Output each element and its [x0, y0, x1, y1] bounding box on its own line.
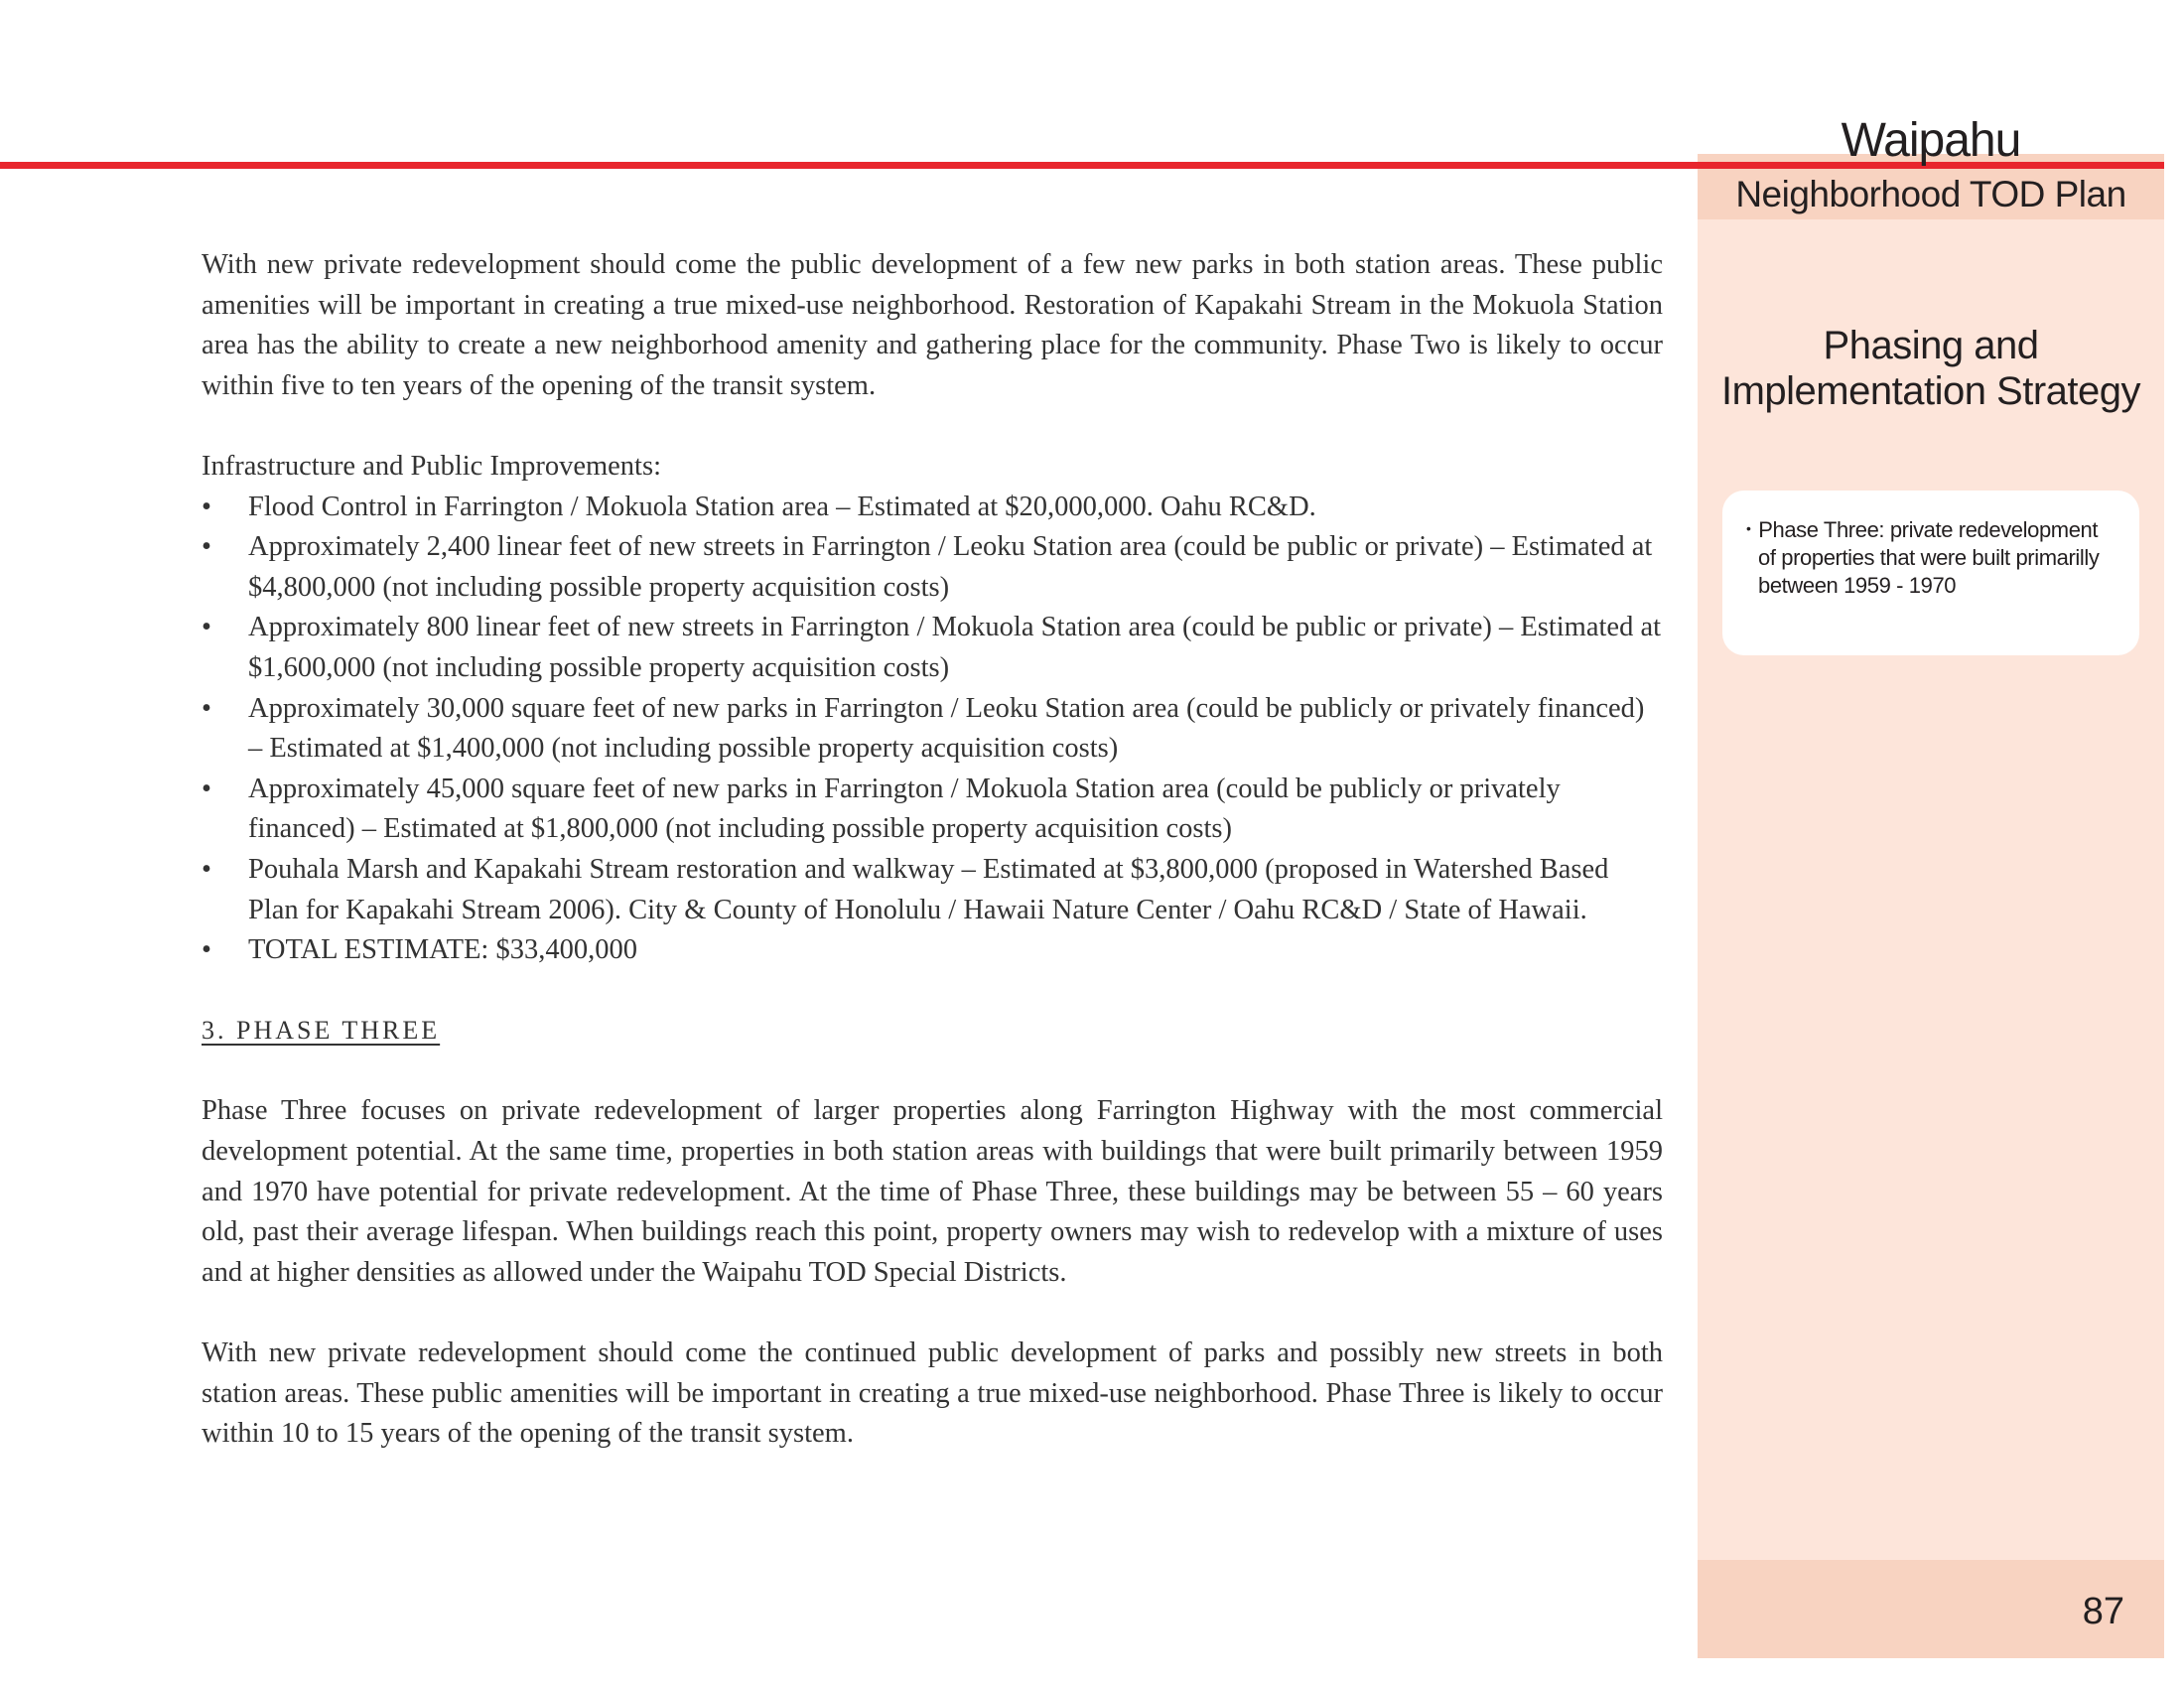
list-item: • Approximately 30,000 square feet of new parks in Farrington / Leoku Station area (could be publicly or privately financed) – Estimated at $1,400,000 (not including possible property acquisition costs) [202, 689, 1663, 770]
list-item: • Flood Control in Farrington / Mokuola Station area – Estimated at $20,000,000. Oahu RC&D. [202, 488, 1663, 528]
page-number: 87 [2082, 1591, 2124, 1632]
header-city-title: Waipahu [1841, 114, 2021, 167]
intro-paragraph: With new private redevelopment should come the public development of a few new parks in both station areas. These public amenities will be important in creating a true mixed-use neighborhood. Restoration of Kapakahi Stream in the Mokuola Station area has the ability to create a new neighborhood amenity and gathering place for the community. Phase Two is likely to occur within five to ten years of the opening of the transit system. [202, 249, 1663, 401]
spacer [202, 971, 1663, 1012]
callout-label: Phase Three: private redevelopment of properties that were built primarilly between 1959 - 1970 [1758, 517, 2100, 598]
bullet-icon: • [1746, 520, 1751, 536]
closing-paragraph: With new private redevelopment should come the continued public development of parks and possibly new streets in both station areas. These public amenities will be important in creating a true mixed-use neighborhood. Phase Three is likely to occur within 10 to 15 years of the opening of the transit system. [202, 1337, 1663, 1450]
infrastructure-list [202, 488, 1663, 971]
list-item: • TOTAL ESTIMATE: $33,400,000 [202, 930, 1663, 971]
list-item: • Pouhala Marsh and Kapakahi Stream restoration and walkway – Estimated at $3,800,000 (proposed in Watershed Based Plan for Kapakahi Stream 2006). City & County of Honolulu / Hawaii Nature Center / Oahu RC&D / State of Hawaii. [202, 850, 1663, 930]
phase-three-heading: 3. PHASE THREE [202, 1016, 441, 1046]
main-content [202, 245, 1663, 1455]
infrastructure-heading: Infrastructure and Public Improvements: [202, 450, 661, 482]
header-plan-title: Neighborhood TOD Plan [1735, 174, 2126, 214]
list-item: • Approximately 2,400 linear feet of new streets in Farrington / Leoku Station area (could be public or private) – Estimated at $4,800,000 (not including possible property acquisition costs) [202, 527, 1663, 608]
phase-three-paragraph: Phase Three focuses on private redevelopment of larger properties along Farrington Highway with the most commercial development potential. At the same time, properties in both station areas with buildings that were built primarily between 1959 and 1970 have potential for private redevelopment. At the time of Phase Three, these buildings may be between 55 – 60 years old, past their average lifespan. When buildings reach this point, property owners may wish to redevelop with a mixture of uses and at higher densities as allowed under the Waipahu TOD Special Districts. [202, 1095, 1663, 1288]
spacer [202, 1293, 1663, 1334]
list-item: • Approximately 800 linear feet of new streets in Farrington / Mokuola Station area (could be public or private) – Estimated at $1,600,000 (not including possible property acquisition costs) [202, 608, 1663, 688]
callout-text [1742, 514, 2117, 600]
list-item: • Approximately 45,000 square feet of new parks in Farrington / Mokuola Station area (could be publicly or privately financed) – Estimated at $1,800,000 (not including possible property acquisition costs) [202, 770, 1663, 850]
spacer [202, 406, 1663, 447]
spacer [202, 1052, 1663, 1092]
sidebar-section-title: Phasing and Implementation Strategy [1720, 324, 2141, 413]
sidebar-callout [1722, 491, 2139, 655]
